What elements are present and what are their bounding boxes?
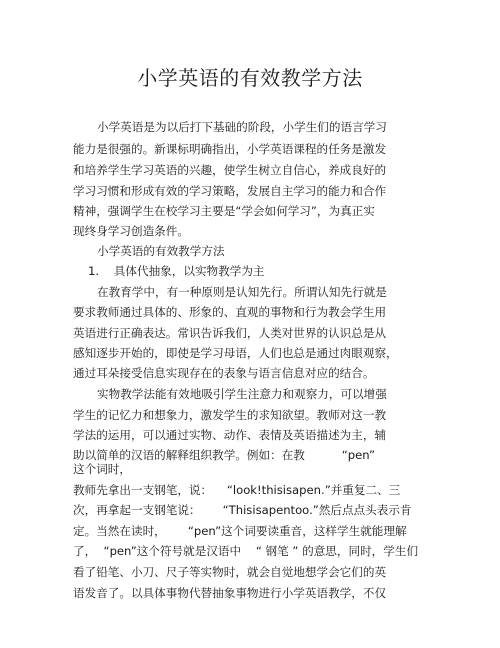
text-line: 定。当然在读时， “pen”这个词要读重音，这样学生就能理解 [73,524,407,538]
text-line: 和培养学生学习英语的兴趣，使学生树立自信心，养成良好的 [73,163,387,177]
text-line: 这个词时， [73,462,131,476]
text-line: 要求教师通过具体的、形象的、直观的事物和行为教会学生用 [73,305,387,319]
text-line: 现终身学习创造条件。 [73,224,189,238]
section-heading: 小学英语的有效教学方法 [97,244,225,258]
text-line: 次，再拿起一支钢笔说： “Thisisapentoo.”然后点点头表示肯 [73,503,412,517]
text-line: 感知逐步开始的，即使是学习母语，人们也总是通过肉眼观察， [73,346,398,360]
text-line: 通过耳朵接受信息实现存在的表象与语言信息对应的结合。 [73,366,375,380]
text-line: 精神，强调学生在校学习主要是“学会如何学习”，为真正实 [73,204,375,218]
text-line: 学生的记忆力和想象力，激发学生的求知欲望。教师对这一教 [73,408,387,422]
text-line: 小学英语是为以后打下基础的阶段，小学生们的语言学习 [97,120,387,134]
text-line: 助以简单的汉语的解释组织教学。例如：在教 “pen” [73,448,375,462]
document-title: 小学英语的有效教学方法 [137,66,363,90]
text-line: 能力是很强的。新课标明确指出，小学英语课程的任务是激发 [73,142,387,156]
numbered-heading: 1. 具体代抽象，以实物教学为主 [88,264,265,278]
text-line: 学法的运用，可以通过实物、动作、表情及英语描述为主，辅 [73,428,387,442]
text-line: 了， “pen”这个符号就是汉语中 “ 钢笔 ” 的意思，同时，学生们 [73,544,419,558]
text-line: 看了铅笔、小刀、尺子等实物时，就会自觉地想学会它们的英 [73,565,387,579]
text-line: 实物教学法能有效地吸引学生注意力和观察力，可以增强 [97,387,387,401]
text-line: 在教育学中，有一种原则是认知先行。所谓认知先行就是 [97,285,387,299]
text-line: 英语进行正确表达。常识告诉我们，人类对世界的认识总是从 [73,326,387,340]
text-line: 教师先拿出一支钢笔，说： “look!thisisapen.”并重复二、三 [73,483,401,497]
text-line: 学习习惯和形成有效的学习策略，发展自主学习的能力和合作 [73,184,387,198]
text-line: 语发音了。以具体事物代替抽象事物进行小学英语教学，不仅 [73,586,387,600]
